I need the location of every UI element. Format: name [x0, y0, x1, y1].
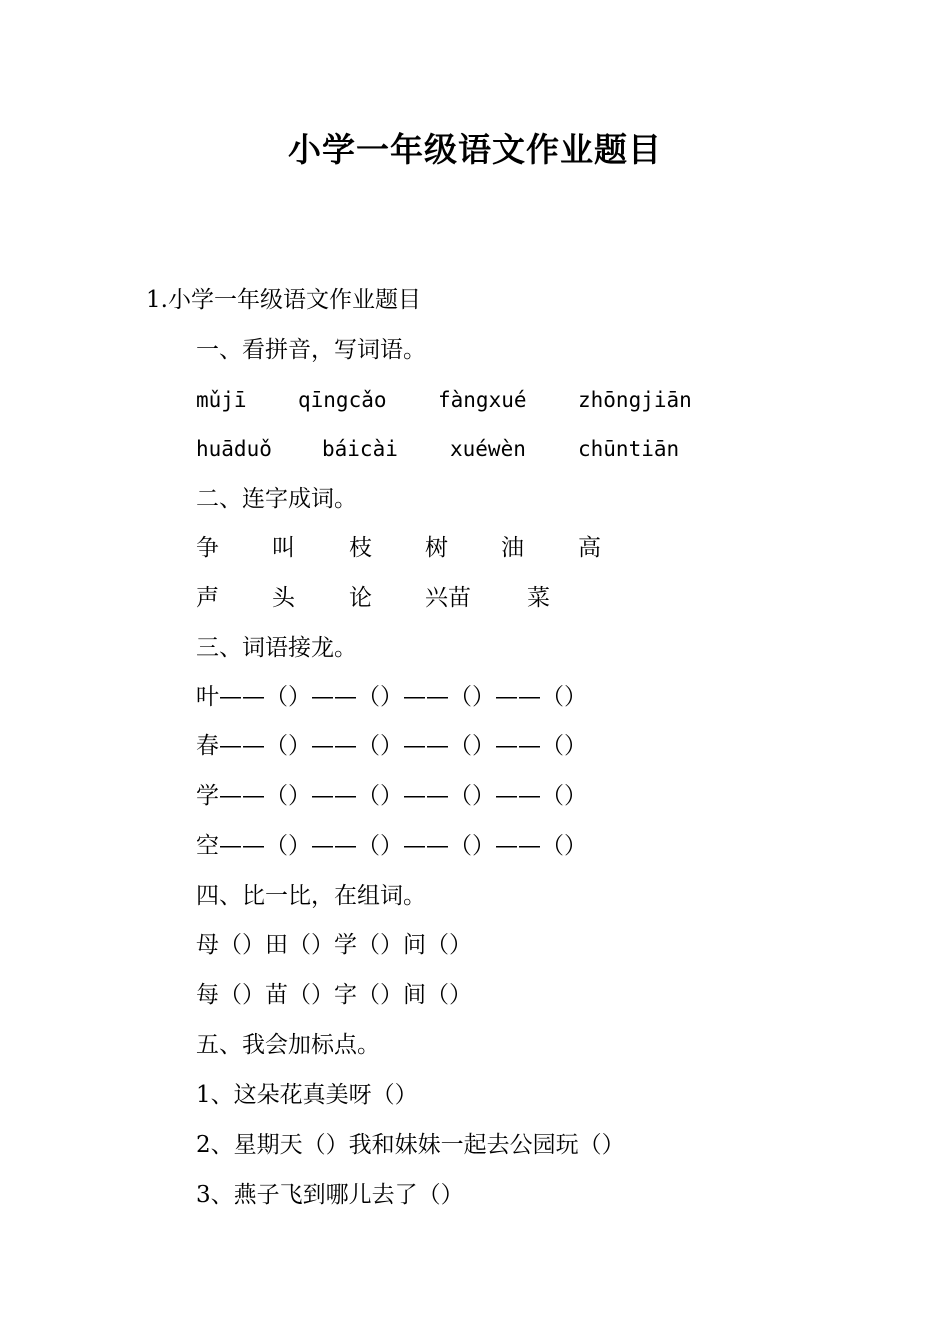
section-2-heading: 二、连字成词。 — [196, 486, 357, 512]
word-chain-line: 学——（）——（）——（）——（） — [196, 783, 587, 809]
character-item: 油 — [501, 535, 524, 561]
compare-words-line: 每（）苗（）字（）间（） — [196, 982, 472, 1008]
punctuation-question: 2、星期天（）我和妹妹一起去公园玩（） — [196, 1132, 625, 1158]
character-item: 枝 — [349, 535, 372, 561]
character-item: 树 — [425, 535, 448, 561]
word-chain-line: 春——（）——（）——（）——（） — [196, 733, 587, 759]
pinyin-item: mǔjī — [196, 388, 247, 412]
pinyin-item: báicài — [322, 437, 398, 461]
punctuation-question: 1、这朵花真美呀（） — [196, 1082, 418, 1108]
section-4-heading: 四、比一比，在组词。 — [196, 883, 426, 909]
pinyin-item: chūntiān — [578, 437, 680, 461]
item-heading: 1.小学一年级语文作业题目 — [146, 287, 421, 313]
character-item: 论 — [349, 585, 372, 611]
word-chain-line: 空——（）——（）——（）——（） — [196, 833, 587, 859]
character-item: 兴苗 — [425, 585, 471, 611]
section-5-heading: 五、我会加标点。 — [196, 1032, 380, 1058]
pinyin-item: fàngxué — [438, 388, 527, 412]
character-item: 声 — [196, 585, 219, 611]
pinyin-item: qīngcǎo — [298, 388, 387, 412]
character-item: 菜 — [527, 585, 550, 611]
punctuation-question: 3、燕子飞到哪儿去了（） — [196, 1182, 464, 1208]
pinyin-item: zhōngjiān — [578, 388, 692, 412]
pinyin-item: huāduǒ — [196, 437, 272, 461]
document-title: 小学一年级语文作业题目 — [288, 130, 662, 169]
word-chain-line: 叶——（）——（）——（）——（） — [196, 684, 587, 710]
compare-words-line: 母（）田（）学（）问（） — [196, 932, 472, 958]
character-item: 争 — [196, 535, 219, 561]
character-item: 高 — [578, 535, 601, 561]
pinyin-item: xuéwèn — [450, 437, 526, 461]
section-1-heading: 一、看拼音，写词语。 — [196, 337, 426, 363]
character-item: 头 — [272, 585, 295, 611]
character-item: 叫 — [272, 535, 295, 561]
section-3-heading: 三、词语接龙。 — [196, 635, 357, 661]
